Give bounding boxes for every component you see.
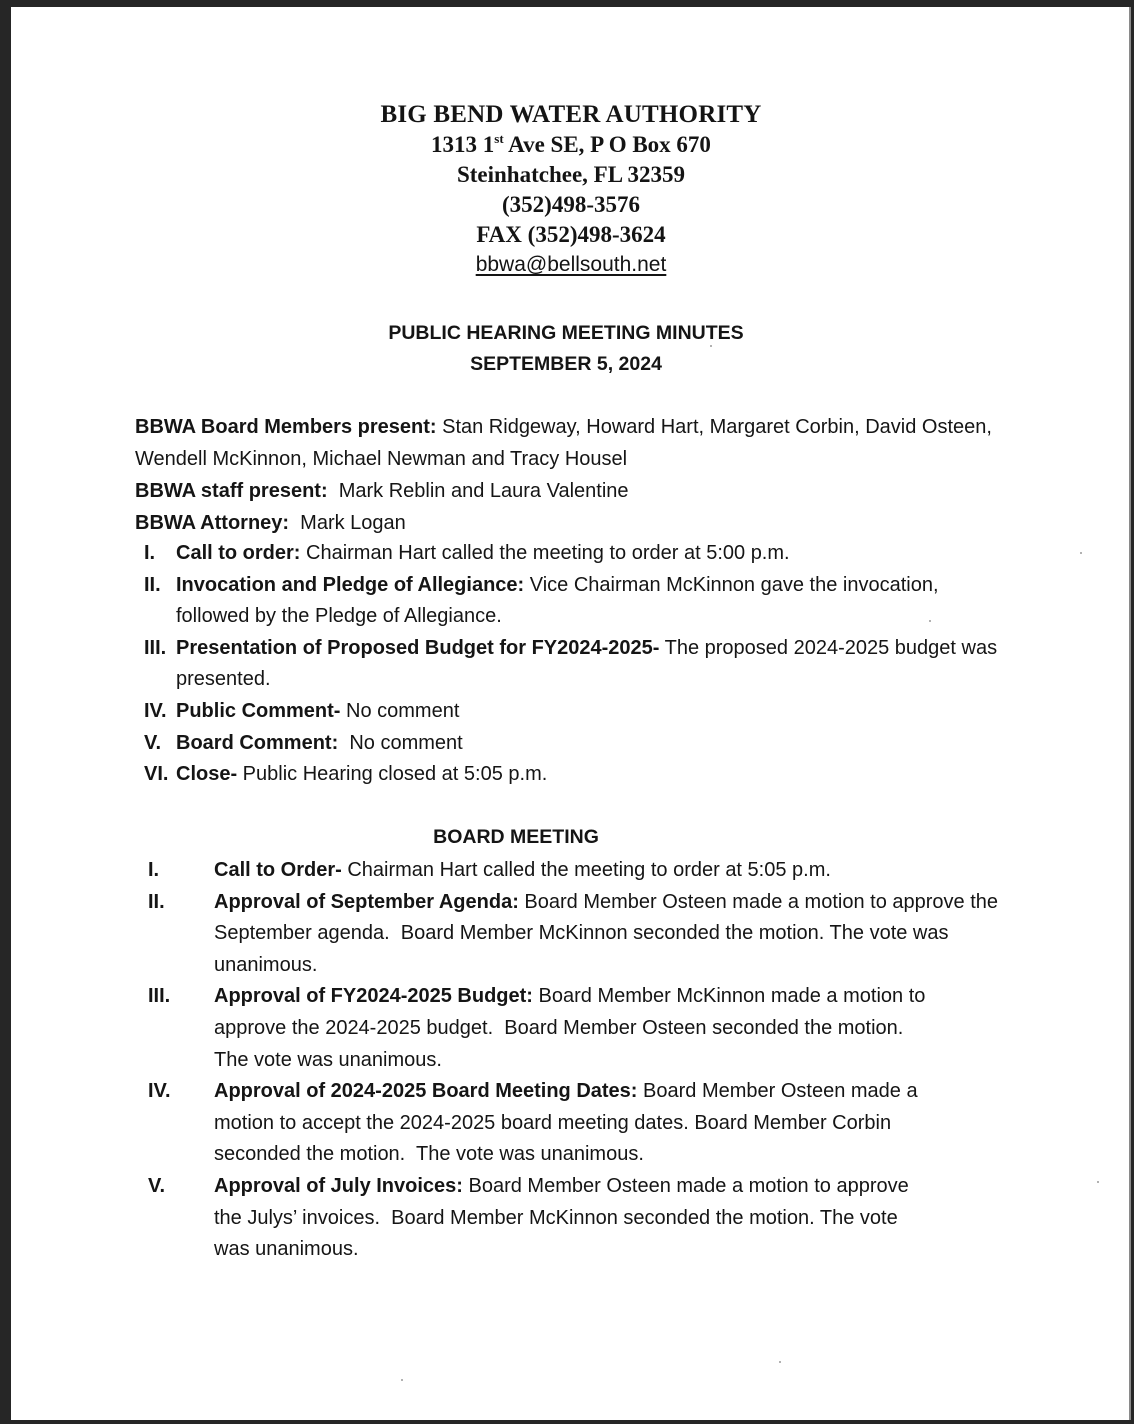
item-text: Chairman Hart called the meeting to order at 5:00 p.m.: [300, 542, 790, 564]
agenda-item: [135, 570, 1015, 633]
scan-speck: [1080, 552, 1082, 554]
item-title: Presentation of Proposed Budget for FY2024-2025-: [176, 636, 660, 659]
item-numeral: IV.: [144, 699, 167, 722]
street-rest: Ave SE, P O Box 670: [503, 132, 711, 157]
item-title: Public Comment-: [176, 699, 341, 722]
item-numeral: II.: [144, 573, 161, 596]
item-title: Approval of July Invoices:: [214, 1174, 463, 1197]
staff-label: BBWA staff present:: [135, 480, 328, 502]
item-title: Board Comment:: [176, 731, 339, 754]
board-meeting-heading: BOARD MEETING: [433, 826, 599, 848]
agenda-item: [146, 887, 1026, 982]
item-title: Approval of 2024-2025 Board Meeting Dates:: [214, 1080, 638, 1103]
item-text: Board Member McKinnon made a motion to approve the 2024-2025 budget. Board Member Osteen seconded the motion. The vote was unanimous.: [214, 985, 931, 1071]
public-hearing-agenda: [135, 538, 1015, 791]
agenda-item: [146, 855, 1026, 887]
item-numeral: I.: [144, 542, 156, 564]
email-link[interactable]: bbwa@bellsouth.net: [475, 253, 667, 276]
scan-speck: [401, 1379, 403, 1381]
scan-speck: [1097, 1181, 1099, 1183]
item-numeral: III.: [144, 636, 167, 659]
board-members-label: BBWA Board Members present:: [135, 416, 437, 438]
ordinal-suffix: st: [494, 131, 504, 146]
street-address: [11, 130, 1131, 160]
item-text: No comment: [340, 699, 460, 722]
agenda-item: [146, 1171, 1026, 1266]
agenda-item: [135, 728, 1015, 760]
item-numeral: VI.: [144, 763, 169, 786]
fax-number: FAX (352)498-3624: [476, 222, 666, 247]
title-heading: PUBLIC HEARING MEETING MINUTES: [388, 322, 744, 344]
board-members-present: [135, 411, 1015, 475]
staff-value: Mark Reblin and Laura Valentine: [327, 480, 629, 502]
scan-speck: [710, 345, 712, 347]
item-title: Call to Order-: [214, 859, 342, 881]
item-text: Public Hearing closed at 5:05 p.m.: [237, 763, 548, 786]
document-title: [11, 318, 1121, 380]
item-text: No comment: [338, 731, 463, 754]
street-number: 1313 1: [431, 132, 495, 157]
item-numeral: IV.: [148, 1080, 171, 1103]
city-state-zip: Steinhatchee, FL 32359: [456, 162, 686, 187]
staff-present: [135, 475, 1015, 507]
attendance-section: [135, 411, 1015, 539]
agenda-item: [135, 696, 1015, 728]
item-text: Board Member Osteen made a motion to accept the 2024-2025 board meeting dates. Board Member Corbin seconded the motion. The vote was unanimous.: [214, 1080, 924, 1166]
organization-name: BIG BEND WATER AUTHORITY: [380, 101, 762, 128]
title-date: SEPTEMBER 5, 2024: [470, 353, 662, 375]
agenda-item: [135, 759, 1015, 791]
agenda-item: [135, 538, 1015, 570]
agenda-item: [146, 981, 1026, 1076]
item-numeral: V.: [148, 1174, 166, 1197]
board-members-value: Stan Ridgeway, Howard Hart, Margaret Corbin, David Osteen, Wendell McKinnon, Michael Newman and Tracy Housel: [135, 416, 992, 470]
item-title: Approval of September Agenda:: [214, 890, 519, 913]
item-text: Board Member Osteen made a motion to approve the Julys’ invoices. Board Member McKinnon seconded the motion. The vote was unanimous.: [214, 1174, 915, 1261]
item-title: Call to order:: [176, 542, 301, 564]
item-title: Invocation and Pledge of Allegiance:: [176, 573, 525, 596]
agenda-item: [135, 633, 1015, 696]
letterhead: [11, 100, 1131, 280]
item-text: The proposed 2024-2025 budget was presented.: [176, 636, 998, 691]
attorney-value: Mark Logan: [289, 512, 406, 534]
phone-number: (352)498-3576: [502, 192, 640, 217]
attorney-label: BBWA Attorney:: [135, 512, 290, 534]
item-text: Vice Chairman McKinnon gave the invocation, followed by the Pledge of Allegiance.: [176, 573, 939, 628]
item-numeral: I.: [148, 859, 160, 881]
item-text: Chairman Hart called the meeting to order at 5:05 p.m.: [341, 859, 831, 881]
board-meeting-agenda: [146, 855, 1026, 1266]
item-title: Close-: [176, 763, 238, 786]
scan-speck: [779, 1361, 781, 1363]
item-numeral: V.: [144, 731, 162, 754]
agenda-item: [146, 1076, 1026, 1171]
item-text: Board Member Osteen made a motion to approve the September agenda. Board Member McKinnon seconded the motion. The vote was unanimous.: [214, 890, 1004, 976]
item-title: Approval of FY2024-2025 Budget:: [214, 985, 533, 1008]
document-page: [11, 7, 1131, 1420]
scan-speck: [929, 620, 931, 622]
attorney-present: [135, 507, 1015, 539]
item-numeral: II.: [148, 890, 165, 913]
item-numeral: III.: [148, 985, 171, 1008]
